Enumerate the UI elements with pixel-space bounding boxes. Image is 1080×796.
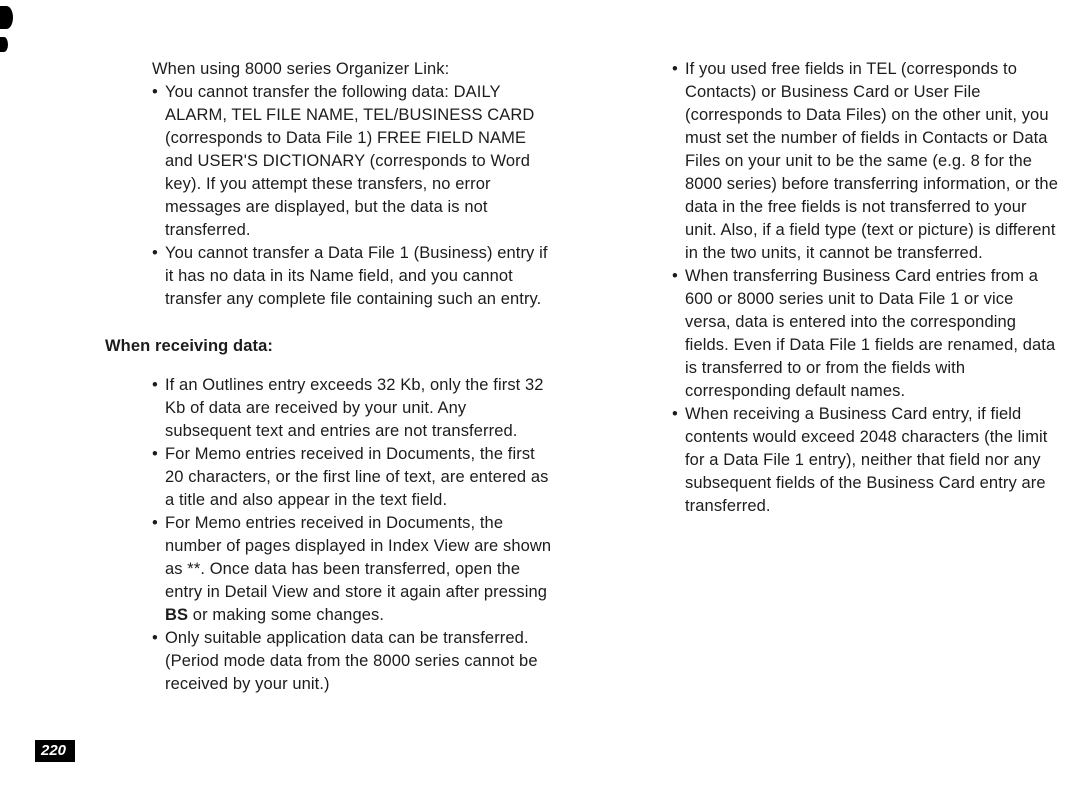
bullet-marker: • (672, 267, 678, 285)
list-item (152, 512, 553, 627)
intro-line: When using 8000 series Organizer Link: (152, 60, 450, 78)
list-item (152, 443, 553, 512)
section-heading: When receiving data: (105, 337, 273, 355)
list-item-text: You cannot transfer the following data: DAILY ALARM, TEL FILE NAME, TEL/BUSINESS CARD (corresponds to Data File 1) FREE FIELD NAME and USER'S DICTIONARY (corresponds to Word key). If you attempt these transfers, no error messages are displayed, but the data is not transferred. (165, 83, 535, 239)
bullet-marker: • (152, 629, 158, 647)
list-item (152, 627, 553, 696)
list-item (672, 265, 1062, 403)
page-number-badge: 220 (35, 740, 75, 762)
list-item-text-post: or making some changes. (188, 606, 385, 624)
list-item-text: Only suitable application data can be transferred. (Period mode data from the 8000 series cannot be received by your unit.) (165, 629, 538, 693)
key-name-bold: BS (165, 606, 189, 624)
list-item (152, 374, 553, 443)
bullet-marker: • (152, 445, 158, 463)
bullet-marker: • (152, 376, 158, 394)
list-item-text (165, 512, 553, 627)
list-item-text: If you used free fields in TEL (corresponds to Contacts) or Business Card or User File (corresponds to Data Files) on the other unit, you must set the number of fields in Contacts or Data Files on your unit to be the same (e.g. 8 for the 8000 series) before transferring information, or the data in the free fields is not transferred to your unit. Also, if a field type (text or picture) is different in the two units, it cannot be transferred. (685, 60, 1058, 262)
bullet-marker: • (152, 514, 158, 532)
list-item-text: For Memo entries received in Documents, the first 20 characters, or the first line of text, are entered as a title and also appear in the text field. (165, 445, 549, 509)
bullet-marker: • (152, 83, 158, 101)
list-item (152, 242, 553, 311)
left-column (105, 58, 553, 696)
scan-artifact (0, 6, 13, 29)
bullet-marker: • (672, 405, 678, 423)
list-item-text-pre: For Memo entries received in Documents, the number of pages displayed in Index View are shown as **. Once data has been transferred, open the entry in Detail View and store it again after pressing (165, 514, 552, 601)
bullet-marker: • (152, 244, 158, 262)
list-item-text: When transferring Business Card entries from a 600 or 8000 series unit to Data File 1 or vice versa, data is entered into the corresponding fields. Even if Data File 1 fields are renamed, data is transferred to or from the fields with corresponding default names. (685, 267, 1056, 400)
bullet-marker: • (672, 60, 678, 78)
list-item-text: You cannot transfer a Data File 1 (Business) entry if it has no data in its Name field, and you cannot transfer any complete file containing such an entry. (165, 244, 548, 308)
list-item (672, 403, 1062, 518)
scan-artifact (0, 37, 8, 52)
list-item-text: If an Outlines entry exceeds 32 Kb, only the first 32 Kb of data are received by your unit. Any subsequent text and entries are not transferred. (165, 376, 544, 440)
list-item (672, 58, 1062, 265)
list-item (152, 81, 553, 242)
list-item-text: When receiving a Business Card entry, if field contents would exceed 2048 characters (the limit for a Data File 1 entry), neither that field nor any subsequent fields of the Business Card entry are transferred. (685, 405, 1048, 515)
right-column (672, 58, 1062, 518)
